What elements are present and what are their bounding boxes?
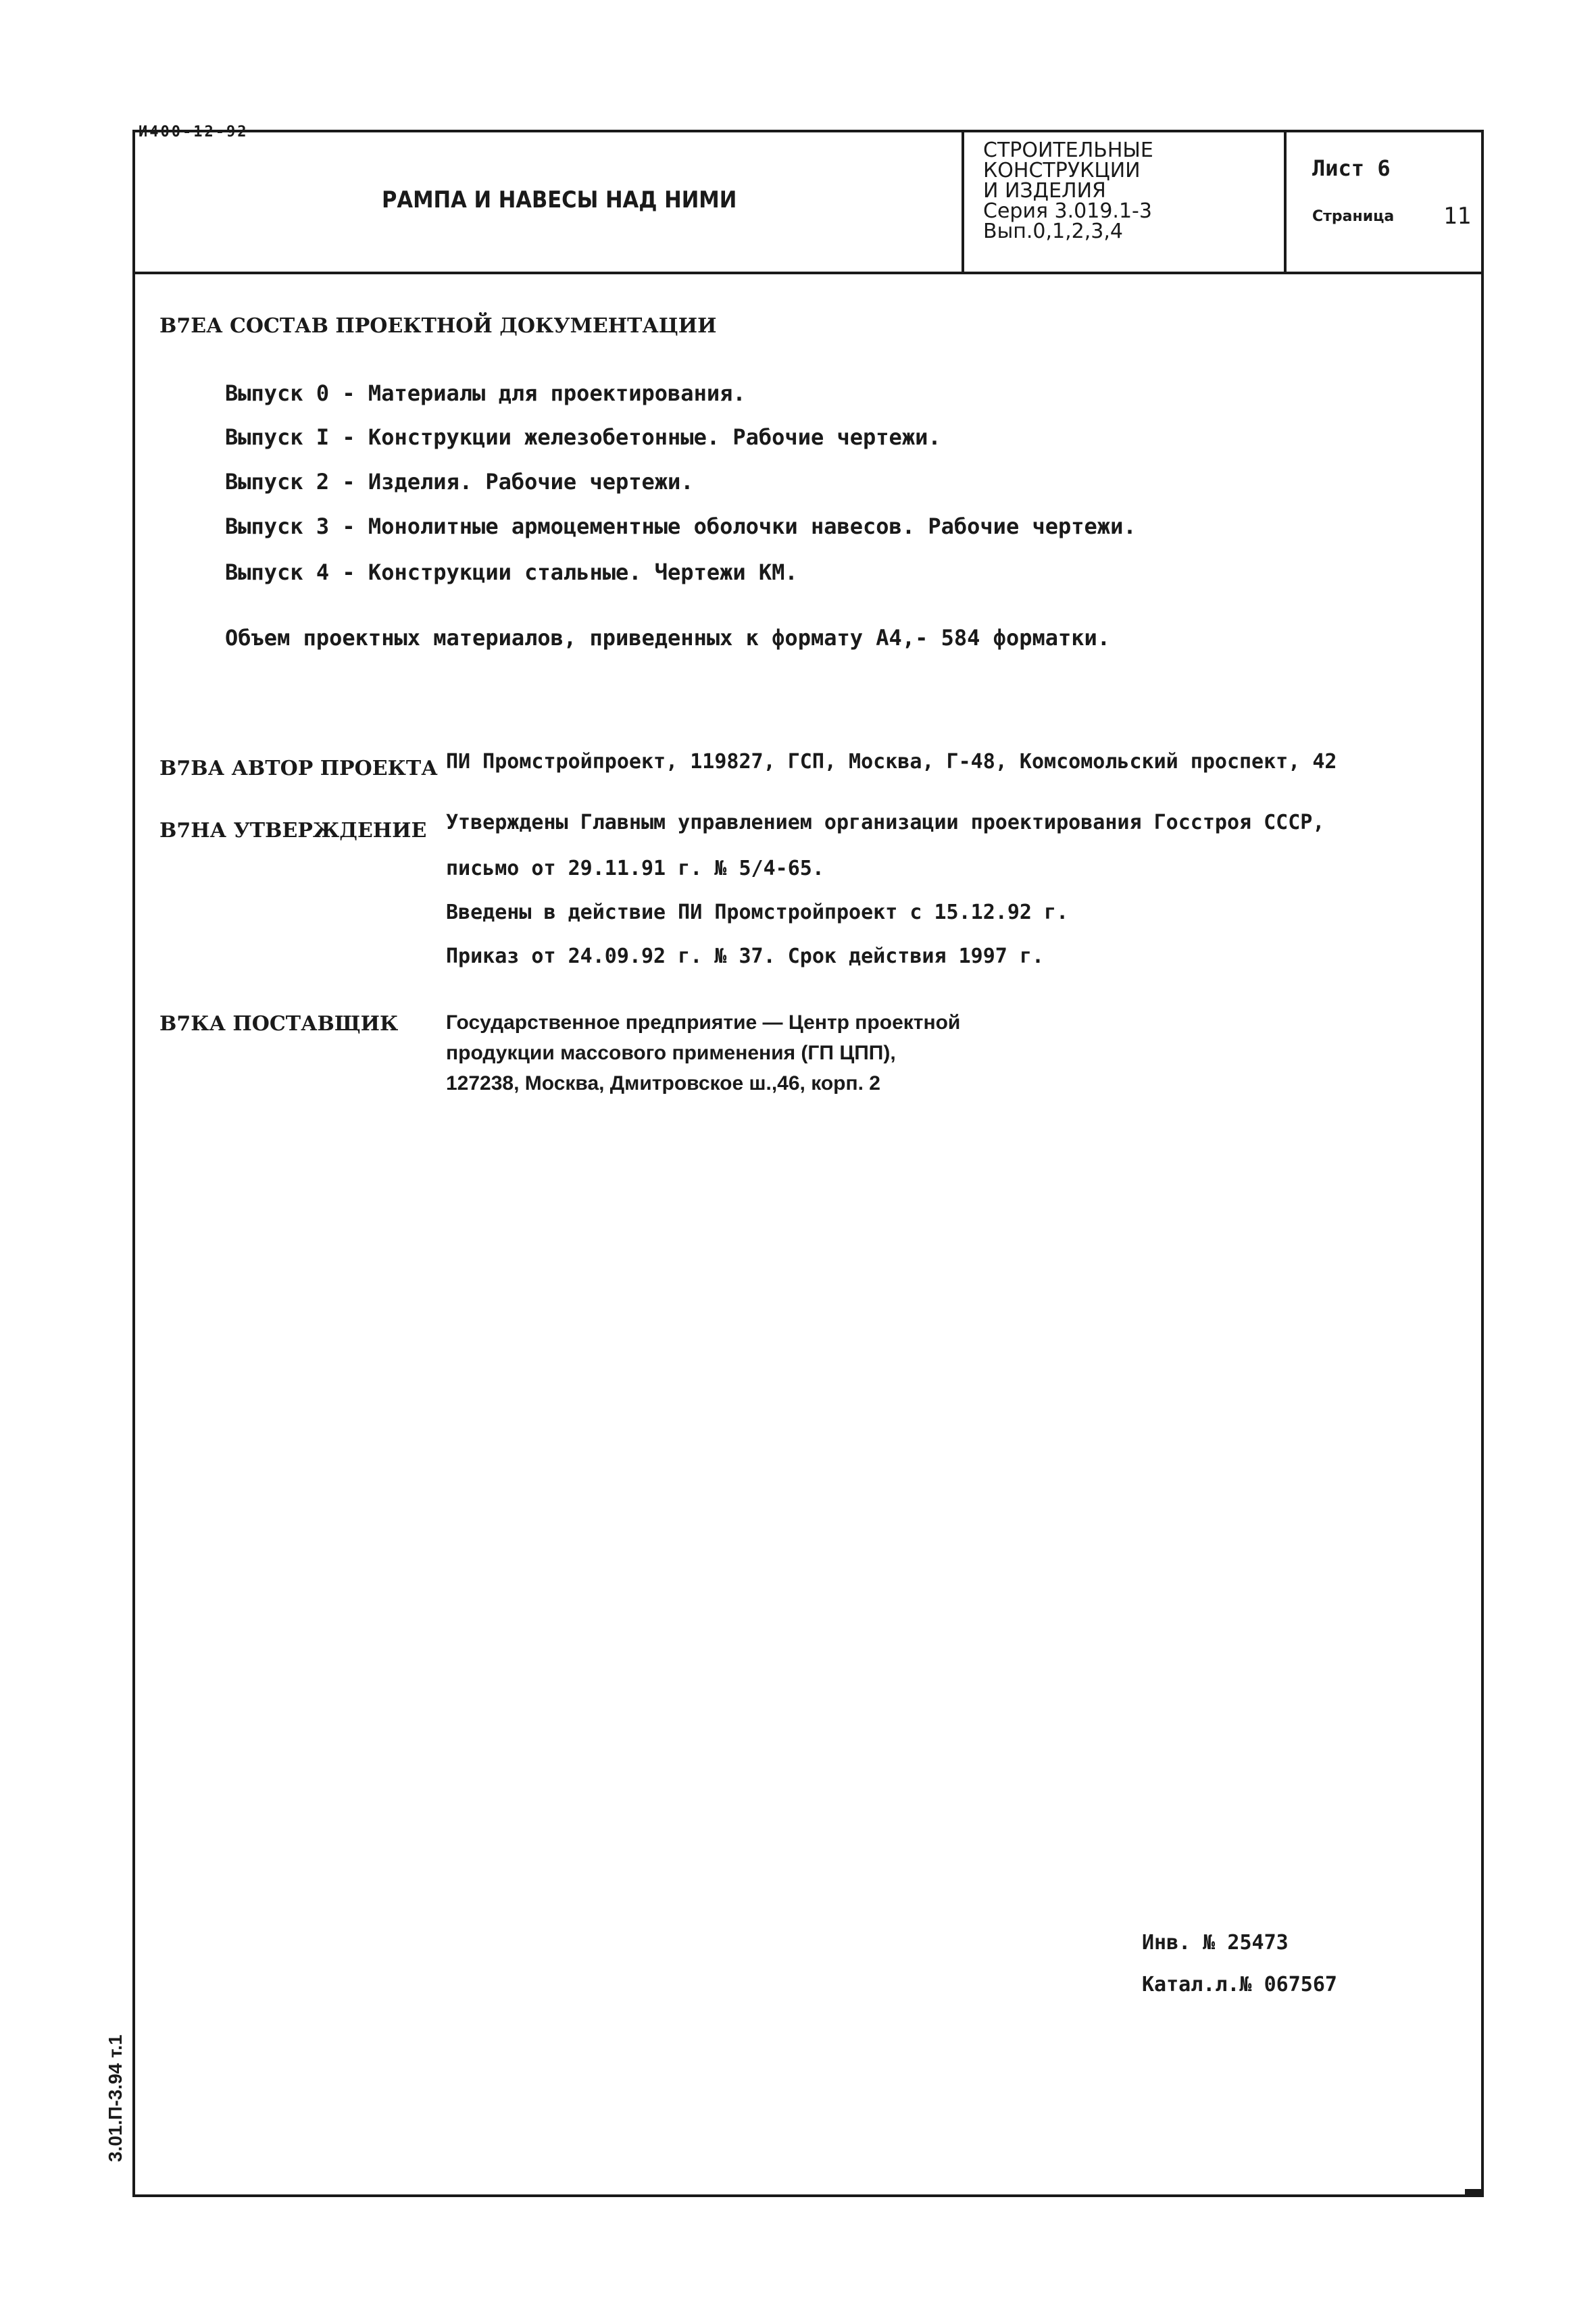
issue-item: Выпуск I - Конструкции железобетонные. Рабочие чертежи. (225, 424, 941, 450)
approval-line: Введены в действие ПИ Промстройпроект с 15.12.92 г. (446, 901, 1069, 924)
side-stamp: 3.01.П-3.94 т.1 (105, 2034, 126, 2162)
approval-code: В7НА УТВЕРЖДЕНИЕ (159, 819, 427, 842)
issue-item: Выпуск 2 - Изделия. Рабочие чертежи. (225, 469, 694, 495)
volume-note: Объем проектных материалов, приведенных к формату А4,- 584 форматки. (225, 625, 1111, 651)
supplier-line: продукции массового применения (ГП ЦПП), (446, 1042, 896, 1064)
approval-line: Утверждены Главным управлением организации проектирования Госстроя СССР, (446, 811, 1325, 834)
author-text: ПИ Промстройпроект, 119827, ГСП, Москва, Г-48, Комсомольский проспект, 42 (446, 750, 1337, 774)
inventory-number: Инв. № 25473 (1142, 1931, 1289, 1955)
title-block (135, 132, 1481, 274)
issue-item: Выпуск 3 - Монолитные армоцементные оболочки навесов. Рабочие чертежи. (225, 513, 1137, 539)
composition-heading: В7ЕА СОСТАВ ПРОЕКТНОЙ ДОКУМЕНТАЦИИ (159, 314, 717, 338)
document-title: РАМПА И НАВЕСЫ НАД НИМИ (382, 186, 737, 213)
frame-tick (1465, 2189, 1484, 2196)
series-cell (964, 132, 1287, 272)
document-code: И400-12-92 (139, 124, 249, 141)
approval-line: письмо от 29.11.91 г. № 5/4-65. (446, 857, 824, 880)
series-line: Серия 3.019.1-3 (983, 199, 1152, 223)
supplier-line: 127238, Москва, Дмитровское ш.,46, корп. 2 (446, 1072, 880, 1095)
issue-item: Выпуск 4 - Конструкции стальные. Чертежи КМ. (225, 559, 798, 585)
sheet-cell (1287, 132, 1487, 272)
catalog-number: Катал.л.№ 067567 (1142, 1973, 1337, 1996)
approval-line: Приказ от 24.09.92 г. № 37. Срок действия 1997 г. (446, 945, 1045, 968)
series-line: СТРОИТЕЛЬНЫЕ (983, 139, 1153, 162)
series-line: КОНСТРУКЦИИ (983, 159, 1141, 182)
page-label: Страница (1312, 208, 1395, 225)
title-cell (135, 132, 964, 272)
issue-item: Выпуск 0 - Материалы для проектирования. (225, 380, 746, 406)
series-line: И ИЗДЕЛИЯ (983, 179, 1106, 203)
supplier-code: В7КА ПОСТАВЩИК (159, 1012, 399, 1036)
series-line: Вып.0,1,2,3,4 (983, 220, 1123, 243)
sheet-number: Лист 6 (1312, 155, 1391, 181)
author-code: В7ВА АВТОР ПРОЕКТА (159, 757, 438, 780)
page-number: 11 (1443, 203, 1471, 230)
supplier-line: Государственное предприятие — Центр проектной (446, 1011, 961, 1034)
